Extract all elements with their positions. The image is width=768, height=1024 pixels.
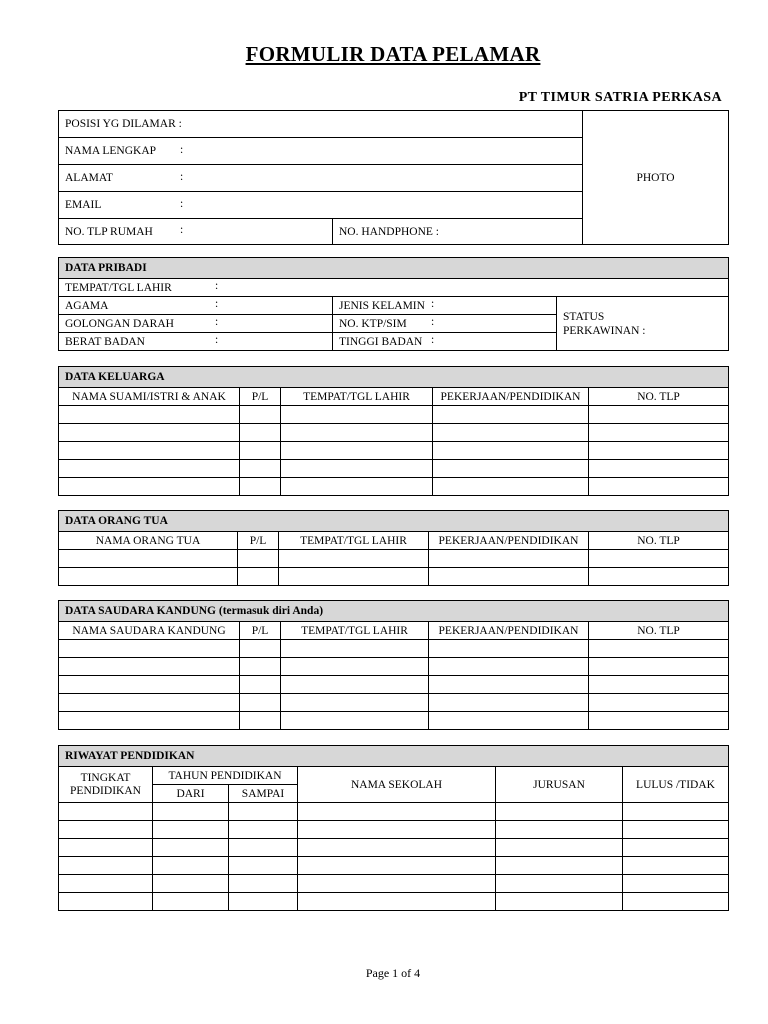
table-cell[interactable] xyxy=(59,640,240,658)
table-cell[interactable] xyxy=(298,839,496,857)
table-cell[interactable] xyxy=(496,875,623,893)
religion-field[interactable] xyxy=(59,297,333,315)
table-cell[interactable] xyxy=(59,568,238,586)
table-cell[interactable] xyxy=(229,803,298,821)
table-cell[interactable] xyxy=(240,460,281,478)
table-cell[interactable] xyxy=(496,857,623,875)
email-colon: : xyxy=(180,198,184,210)
table-cell[interactable] xyxy=(429,712,589,730)
table-cell[interactable] xyxy=(59,424,240,442)
table-cell[interactable] xyxy=(59,875,153,893)
siblings-header-note: (termasuk diri Anda) xyxy=(218,605,324,617)
table-row xyxy=(59,460,729,478)
blood-colon: : xyxy=(215,316,219,328)
table-cell[interactable] xyxy=(59,694,240,712)
home-phone-field[interactable] xyxy=(59,219,333,245)
table-cell[interactable] xyxy=(433,406,589,424)
table-cell[interactable] xyxy=(589,424,729,442)
table-cell[interactable] xyxy=(59,821,153,839)
family-col-occupation: PEKERJAAN/PENDIDIKAN xyxy=(433,388,589,406)
table-row xyxy=(59,712,729,730)
weight-label: BERAT BADAN xyxy=(65,335,145,348)
table-cell[interactable] xyxy=(240,424,281,442)
education-level-label-1: TINGKAT xyxy=(80,771,131,784)
table-cell[interactable] xyxy=(153,839,229,857)
table-cell[interactable] xyxy=(59,893,153,911)
table-cell[interactable] xyxy=(429,658,589,676)
table-cell[interactable] xyxy=(240,442,281,460)
family-data-header: DATA KELUARGA xyxy=(59,367,729,388)
table-cell[interactable] xyxy=(229,857,298,875)
table-cell[interactable] xyxy=(153,875,229,893)
table-cell[interactable] xyxy=(281,478,433,496)
table-cell[interactable] xyxy=(429,694,589,712)
company-name: PT TIMUR SATRIA PERKASA xyxy=(518,90,722,105)
table-row xyxy=(59,550,729,568)
table-cell[interactable] xyxy=(281,712,429,730)
table-cell[interactable] xyxy=(240,676,281,694)
table-cell[interactable] xyxy=(240,712,281,730)
table-row xyxy=(59,694,729,712)
home-phone-colon: : xyxy=(180,224,184,236)
siblings-col-name: NAMA SAUDARA KANDUNG xyxy=(59,622,240,640)
table-cell[interactable] xyxy=(59,658,240,676)
address-colon: : xyxy=(180,171,184,183)
education-col-level xyxy=(59,767,153,803)
table-cell[interactable] xyxy=(589,640,729,658)
education-col-to: SAMPAI xyxy=(229,785,298,803)
birth-field[interactable] xyxy=(59,279,729,297)
table-cell[interactable] xyxy=(589,550,729,568)
weight-colon: : xyxy=(215,334,219,346)
table-cell[interactable] xyxy=(59,803,153,821)
table-cell[interactable] xyxy=(496,803,623,821)
parents-data-table xyxy=(58,510,729,586)
table-cell[interactable] xyxy=(238,568,279,586)
birth-colon: : xyxy=(215,280,219,292)
table-cell[interactable] xyxy=(238,550,279,568)
family-col-gender: P/L xyxy=(240,388,281,406)
table-cell[interactable] xyxy=(623,839,729,857)
education-level-label-2: PENDIDIKAN xyxy=(70,784,141,797)
parents-col-phone: NO. TLP xyxy=(589,532,729,550)
table-cell[interactable] xyxy=(240,658,281,676)
table-cell[interactable] xyxy=(589,676,729,694)
siblings-data-header xyxy=(59,601,729,622)
table-cell[interactable] xyxy=(279,550,429,568)
table-cell[interactable] xyxy=(429,676,589,694)
parents-col-name: NAMA ORANG TUA xyxy=(59,532,238,550)
form-title: FORMULIR DATA PELAMAR xyxy=(245,42,541,66)
family-col-phone: NO. TLP xyxy=(589,388,729,406)
education-col-school: NAMA SEKOLAH xyxy=(298,767,496,803)
personal-data-table xyxy=(58,257,729,351)
table-cell[interactable] xyxy=(240,640,281,658)
table-cell[interactable] xyxy=(240,406,281,424)
table-cell[interactable] xyxy=(623,857,729,875)
table-cell[interactable] xyxy=(281,694,429,712)
handphone-label: NO. HANDPHONE : xyxy=(339,225,439,238)
table-cell[interactable] xyxy=(589,460,729,478)
marital-field[interactable] xyxy=(557,297,729,351)
height-colon: : xyxy=(431,334,435,346)
table-cell[interactable] xyxy=(589,712,729,730)
personal-data-header: DATA PRIBADI xyxy=(59,258,729,279)
education-col-major: JURUSAN xyxy=(496,767,623,803)
table-cell[interactable] xyxy=(59,478,240,496)
height-label: TINGGI BADAN xyxy=(339,335,423,348)
table-cell[interactable] xyxy=(589,478,729,496)
table-row xyxy=(59,568,729,586)
table-cell[interactable] xyxy=(589,406,729,424)
parents-data-header: DATA ORANG TUA xyxy=(59,511,729,532)
table-cell[interactable] xyxy=(281,442,433,460)
table-row xyxy=(59,893,729,911)
religion-colon: : xyxy=(215,298,219,310)
birth-label: TEMPAT/TGL LAHIR xyxy=(65,281,172,294)
family-col-name: NAMA SUAMI/ISTRI & ANAK xyxy=(59,388,240,406)
applicant-table xyxy=(58,110,729,245)
siblings-data-table xyxy=(58,600,729,730)
photo-box xyxy=(583,111,729,245)
home-phone-label: NO. TLP RUMAH xyxy=(65,225,153,238)
table-cell[interactable] xyxy=(281,658,429,676)
email-field[interactable] xyxy=(59,192,583,219)
table-cell[interactable] xyxy=(298,821,496,839)
table-cell[interactable] xyxy=(298,893,496,911)
table-row xyxy=(59,857,729,875)
table-cell[interactable] xyxy=(298,875,496,893)
table-cell[interactable] xyxy=(153,821,229,839)
siblings-header-title: DATA SAUDARA KANDUNG xyxy=(65,605,216,617)
table-cell[interactable] xyxy=(433,460,589,478)
table-cell[interactable] xyxy=(589,658,729,676)
table-row xyxy=(59,839,729,857)
table-row xyxy=(59,803,729,821)
table-cell[interactable] xyxy=(433,442,589,460)
parents-col-occupation: PEKERJAAN/PENDIDIKAN xyxy=(429,532,589,550)
religion-label: AGAMA xyxy=(65,299,109,312)
table-cell[interactable] xyxy=(429,640,589,658)
table-row xyxy=(59,658,729,676)
photo-label: PHOTO xyxy=(636,171,675,184)
education-col-year: TAHUN PENDIDIKAN xyxy=(153,767,298,785)
weight-field[interactable] xyxy=(59,333,333,351)
table-cell[interactable] xyxy=(59,712,240,730)
family-col-birth: TEMPAT/TGL LAHIR xyxy=(281,388,433,406)
table-cell[interactable] xyxy=(623,803,729,821)
table-cell[interactable] xyxy=(279,568,429,586)
table-cell[interactable] xyxy=(589,568,729,586)
table-cell[interactable] xyxy=(281,424,433,442)
table-cell[interactable] xyxy=(281,676,429,694)
height-field[interactable] xyxy=(333,333,557,351)
table-cell[interactable] xyxy=(496,821,623,839)
table-cell[interactable] xyxy=(433,478,589,496)
table-cell[interactable] xyxy=(59,442,240,460)
address-label: ALAMAT xyxy=(65,172,113,184)
position-field[interactable] xyxy=(59,111,583,138)
table-cell[interactable] xyxy=(623,893,729,911)
education-col-from: DARI xyxy=(153,785,229,803)
table-cell[interactable] xyxy=(229,839,298,857)
education-header: RIWAYAT PENDIDIKAN xyxy=(59,746,729,767)
name-label: NAMA LENGKAP xyxy=(65,145,157,157)
table-cell[interactable] xyxy=(496,839,623,857)
table-row xyxy=(59,676,729,694)
table-cell[interactable] xyxy=(298,857,496,875)
table-row xyxy=(59,406,729,424)
table-cell[interactable] xyxy=(59,857,153,875)
table-cell[interactable] xyxy=(59,676,240,694)
ktp-colon: : xyxy=(431,316,435,328)
address-field[interactable] xyxy=(59,165,583,192)
table-cell[interactable] xyxy=(240,478,281,496)
table-cell[interactable] xyxy=(623,821,729,839)
marital-label-2: PERKAWINAN : xyxy=(563,324,646,337)
blood-label: GOLONGAN DARAH xyxy=(65,317,174,330)
page-number: Page 1 of 4 xyxy=(365,966,421,980)
table-row xyxy=(59,875,729,893)
education-table xyxy=(58,745,729,911)
handphone-field[interactable] xyxy=(333,219,583,245)
table-cell[interactable] xyxy=(240,694,281,712)
education-col-graduated: LULUS /TIDAK xyxy=(623,767,729,803)
table-row xyxy=(59,821,729,839)
siblings-col-phone: NO. TLP xyxy=(589,622,729,640)
table-row xyxy=(59,478,729,496)
table-cell[interactable] xyxy=(59,460,240,478)
position-label: POSISI YG DILAMAR : xyxy=(65,118,182,130)
table-row xyxy=(59,640,729,658)
table-cell[interactable] xyxy=(281,460,433,478)
gender-field[interactable] xyxy=(333,297,557,315)
ktp-label: NO. KTP/SIM xyxy=(339,317,407,330)
table-cell[interactable] xyxy=(496,893,623,911)
table-row xyxy=(59,442,729,460)
gender-label: JENIS KELAMIN xyxy=(339,299,425,312)
table-cell[interactable] xyxy=(229,875,298,893)
blood-field[interactable] xyxy=(59,315,333,333)
table-cell[interactable] xyxy=(153,857,229,875)
table-cell[interactable] xyxy=(589,694,729,712)
siblings-col-occupation: PEKERJAAN/PENDIDIKAN xyxy=(429,622,589,640)
table-cell[interactable] xyxy=(281,640,429,658)
table-cell[interactable] xyxy=(59,406,240,424)
table-cell[interactable] xyxy=(429,568,589,586)
table-cell[interactable] xyxy=(589,442,729,460)
gender-colon: : xyxy=(431,298,435,310)
table-cell[interactable] xyxy=(59,839,153,857)
table-cell[interactable] xyxy=(229,821,298,839)
table-cell[interactable] xyxy=(429,550,589,568)
table-cell[interactable] xyxy=(281,406,433,424)
table-cell[interactable] xyxy=(433,424,589,442)
table-cell[interactable] xyxy=(59,550,238,568)
siblings-col-gender: P/L xyxy=(240,622,281,640)
table-cell[interactable] xyxy=(298,803,496,821)
table-cell[interactable] xyxy=(623,875,729,893)
ktp-field[interactable] xyxy=(333,315,557,333)
table-cell[interactable] xyxy=(153,893,229,911)
parents-col-birth: TEMPAT/TGL LAHIR xyxy=(279,532,429,550)
family-data-table xyxy=(58,366,729,496)
email-label: EMAIL xyxy=(65,199,102,211)
siblings-col-birth: TEMPAT/TGL LAHIR xyxy=(281,622,429,640)
name-colon: : xyxy=(180,144,184,156)
table-cell[interactable] xyxy=(229,893,298,911)
parents-col-gender: P/L xyxy=(238,532,279,550)
table-cell[interactable] xyxy=(153,803,229,821)
table-row xyxy=(59,424,729,442)
name-field[interactable] xyxy=(59,138,583,165)
marital-label-1: STATUS xyxy=(563,310,605,323)
